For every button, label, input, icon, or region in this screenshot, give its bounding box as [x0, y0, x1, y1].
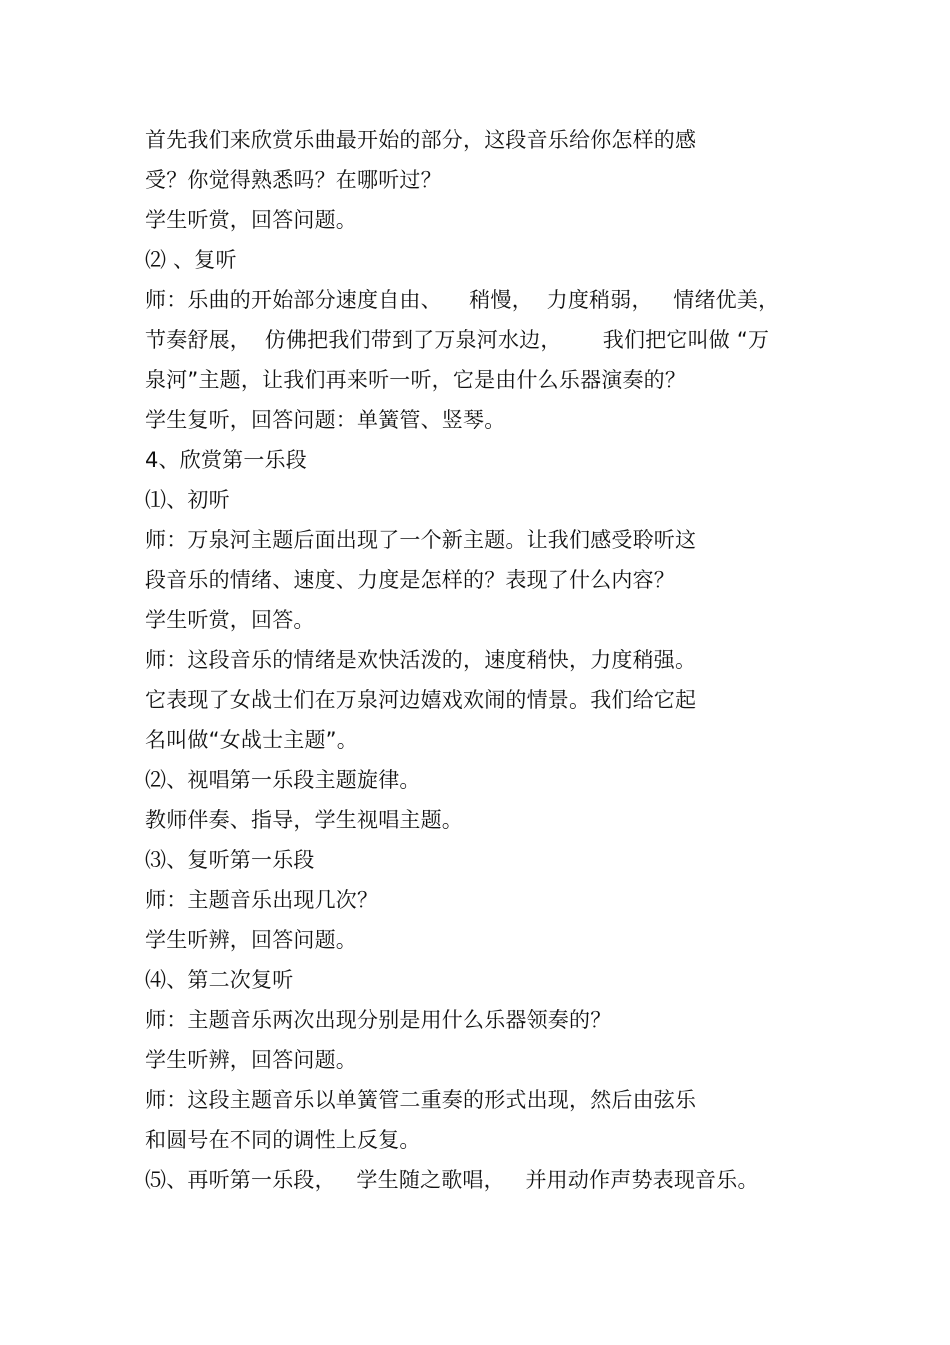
- text-line: 教师伴奏、指导，学生视唱主题。: [145, 808, 463, 832]
- text-line: 节奏舒展， 仿佛把我们带到了万泉河水边， 我们把它叫做 “万: [145, 328, 770, 352]
- text-line: 师：这段音乐的情绪是欢快活泼的，速度稍快，力度稍强。: [145, 648, 697, 672]
- text-line: ⑸、再听第一乐段， 学生随之歌唱， 并用动作声势表现音乐。: [145, 1168, 759, 1192]
- text-line: 学生听辨，回答问题。: [145, 928, 357, 952]
- text-line: ⑴、初听: [145, 488, 230, 512]
- text-line: 学生听赏，回答问题。: [145, 208, 357, 232]
- text-line: 学生复听，回答问题：单簧管、竖琴。: [145, 408, 506, 432]
- document-body: [145, 120, 835, 1200]
- text-line: 师：主题音乐两次出现分别是用什么乐器领奏的？: [145, 1008, 612, 1032]
- section-heading: 4、欣赏第一乐段: [145, 448, 307, 472]
- text-line: ⑶、复听第一乐段: [145, 848, 315, 872]
- text-line: 师：主题音乐出现几次？: [145, 888, 379, 912]
- text-line: ⑵、视唱第一乐段主题旋律。: [145, 768, 421, 792]
- text-line: 它表现了女战士们在万泉河边嬉戏欢闹的情景。我们给它起: [145, 688, 697, 712]
- text-line: 学生听辨，回答问题。: [145, 1048, 357, 1072]
- text-line: 师：这段主题音乐以单簧管二重奏的形式出现，然后由弦乐: [145, 1088, 697, 1112]
- text-line: 名叫做“女战士主题”。: [145, 728, 358, 752]
- text-line: 师：乐曲的开始部分速度自由、 稍慢， 力度稍弱， 情绪优美，: [145, 288, 780, 312]
- text-line: ⑷、第二次复听: [145, 968, 294, 992]
- text-line: 段音乐的情绪、速度、力度是怎样的？表现了什么内容？: [145, 568, 675, 592]
- text-line: 受？你觉得熟悉吗？在哪听过？: [145, 168, 442, 192]
- text-line: ⑵ 、复听: [145, 248, 237, 272]
- text-line: 和圆号在不同的调性上反复。: [145, 1128, 421, 1152]
- text-line: 学生听赏，回答。: [145, 608, 315, 632]
- text-line: 师：万泉河主题后面出现了一个新主题。让我们感受聆听这: [145, 528, 697, 552]
- text-line: 首先我们来欣赏乐曲最开始的部分，这段音乐给你怎样的感: [145, 128, 697, 152]
- text-line: 泉河”主题，让我们再来听一听，它是由什么乐器演奏的？: [145, 368, 687, 392]
